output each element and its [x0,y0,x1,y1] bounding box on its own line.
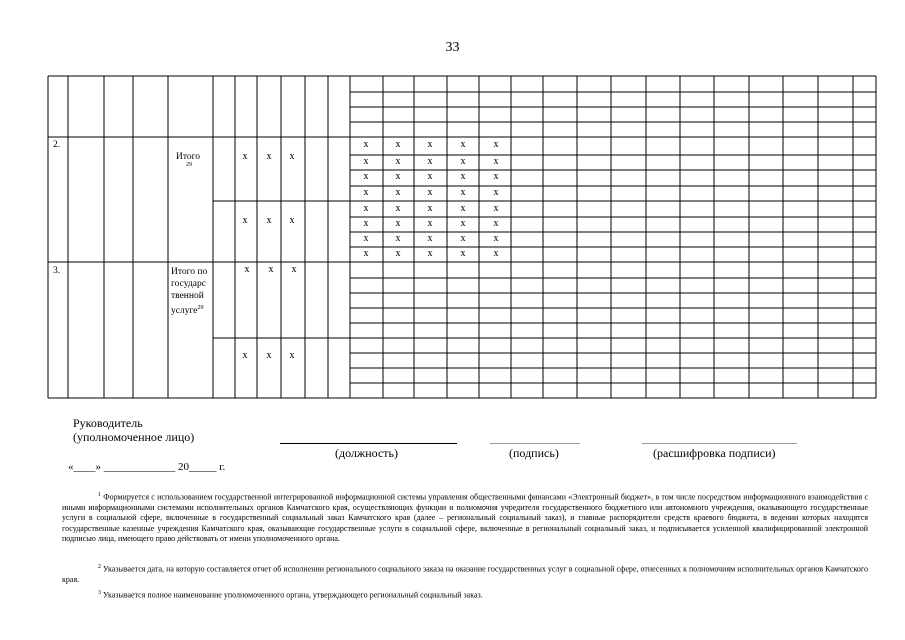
x-mark: x [493,203,499,214]
x-mark: x [460,187,466,198]
row-2-label-text: Итого [176,152,201,162]
x-mark: x [460,156,466,167]
x-mark: x [363,218,369,229]
x-mark: x [244,264,250,275]
x-mark: x [395,139,401,150]
x-mark: x [460,233,466,244]
x-mark: x [427,203,433,214]
x-mark: x [493,139,499,150]
position-underline [280,443,457,444]
decode-underline [642,443,797,444]
x-mark: x [395,171,401,182]
x-mark: x [242,215,248,226]
decode-label: (расшифровка подписи) [653,446,776,460]
footnote-1-text: Формируется с использованием государственной интегрированной информационной системы управления общественными финансами «Электронный бюджет», в том числе посредством информационного взаимодействия с иными информационными системами исполнительных органов Камчатского края, осуществляющих функции и полномочия учредителя государственного бюджетного или автономного учреждения, оказывающего государственные услуги в социальной сфере, включенные в государственный социальный заказ Камчатского края (далее – региональный социальный заказ), и главные распорядители средств краевого бюджета, в ведении которых находятся государственные казенные учреждения Камчатского края, оказывающие государственные услуги в социальной сфере, включенные в региональный социальный заказ, и подписывается усиленной квалифицированной электронной подписью лица, имеющего право действовать от имени уполномоченного органа. [62,492,869,544]
x-mark: x [363,233,369,244]
x-mark: x [427,218,433,229]
footnote-2 [62,562,868,585]
footnote-1-mark: 1 [98,492,101,498]
x-mark: x [493,218,499,229]
x-mark: x [395,233,401,244]
x-mark: x [363,187,369,198]
x-mark: x [460,218,466,229]
x-mark: x [266,350,272,361]
x-mark: x [395,203,401,214]
x-mark: x [493,156,499,167]
x-mark: x [427,171,433,182]
row-2-number: 2. [53,140,61,150]
row-2-label-sup: 29 [186,162,192,168]
head-title: Руководитель [73,416,143,430]
x-mark: x [291,264,297,275]
page-number: 33 [445,40,460,55]
head-subtitle: (уполномоченное лицо) [73,430,195,444]
x-mark: x [268,264,274,275]
x-mark: x [242,151,248,162]
x-mark: x [493,187,499,198]
row-3-label-sup: 29 [197,305,204,311]
x-mark: x [363,171,369,182]
x-mark: x [395,156,401,167]
footnote-3-text: Указывается полное наименование уполномоченного органа, утверждающего региональный социальный заказ. [103,590,483,600]
footnote-3 [62,588,868,601]
x-mark: x [460,203,466,214]
footnote-2-text: Указывается дата, на которую составляется отчет об исполнении регионального социального заказа на оказание государственных услуг в социальной сфере, отнесенных к полномочиям исполнительных органов Камчатского края. [62,564,869,585]
x-mark: x [395,187,401,198]
footnote-1 [62,490,868,545]
x-mark: x [266,215,272,226]
x-mark: x [427,187,433,198]
x-mark: x [363,248,369,259]
footnote-3-mark: 3 [98,590,101,596]
x-mark: x [266,151,272,162]
x-mark: x [460,171,466,182]
row-3-label-text: Итого по государс твенной услуге [171,267,208,317]
x-mark: x [493,171,499,182]
x-mark: x [363,203,369,214]
sign-label: (подпись) [509,446,559,460]
row-2-label [176,152,200,162]
date-line: «____» _____________ 20_____ г. [68,461,226,473]
x-mark: x [395,248,401,259]
x-mark: x [460,139,466,150]
x-mark: x [493,248,499,259]
x-mark: x [395,218,401,229]
x-mark: x [242,350,248,361]
row-3-label [171,266,215,317]
position-label: (должность) [335,446,398,460]
x-mark: x [363,139,369,150]
x-mark: x [427,233,433,244]
footnote-2-mark: 2 [98,564,101,570]
x-mark: x [427,139,433,150]
x-mark: x [493,233,499,244]
x-mark: x [460,248,466,259]
x-mark: x [289,151,295,162]
row-3-number: 3. [53,266,61,276]
sign-underline [490,443,580,444]
x-mark: x [427,156,433,167]
x-mark: x [289,350,295,361]
x-mark: x [427,248,433,259]
x-mark: x [289,215,295,226]
x-mark: x [363,156,369,167]
